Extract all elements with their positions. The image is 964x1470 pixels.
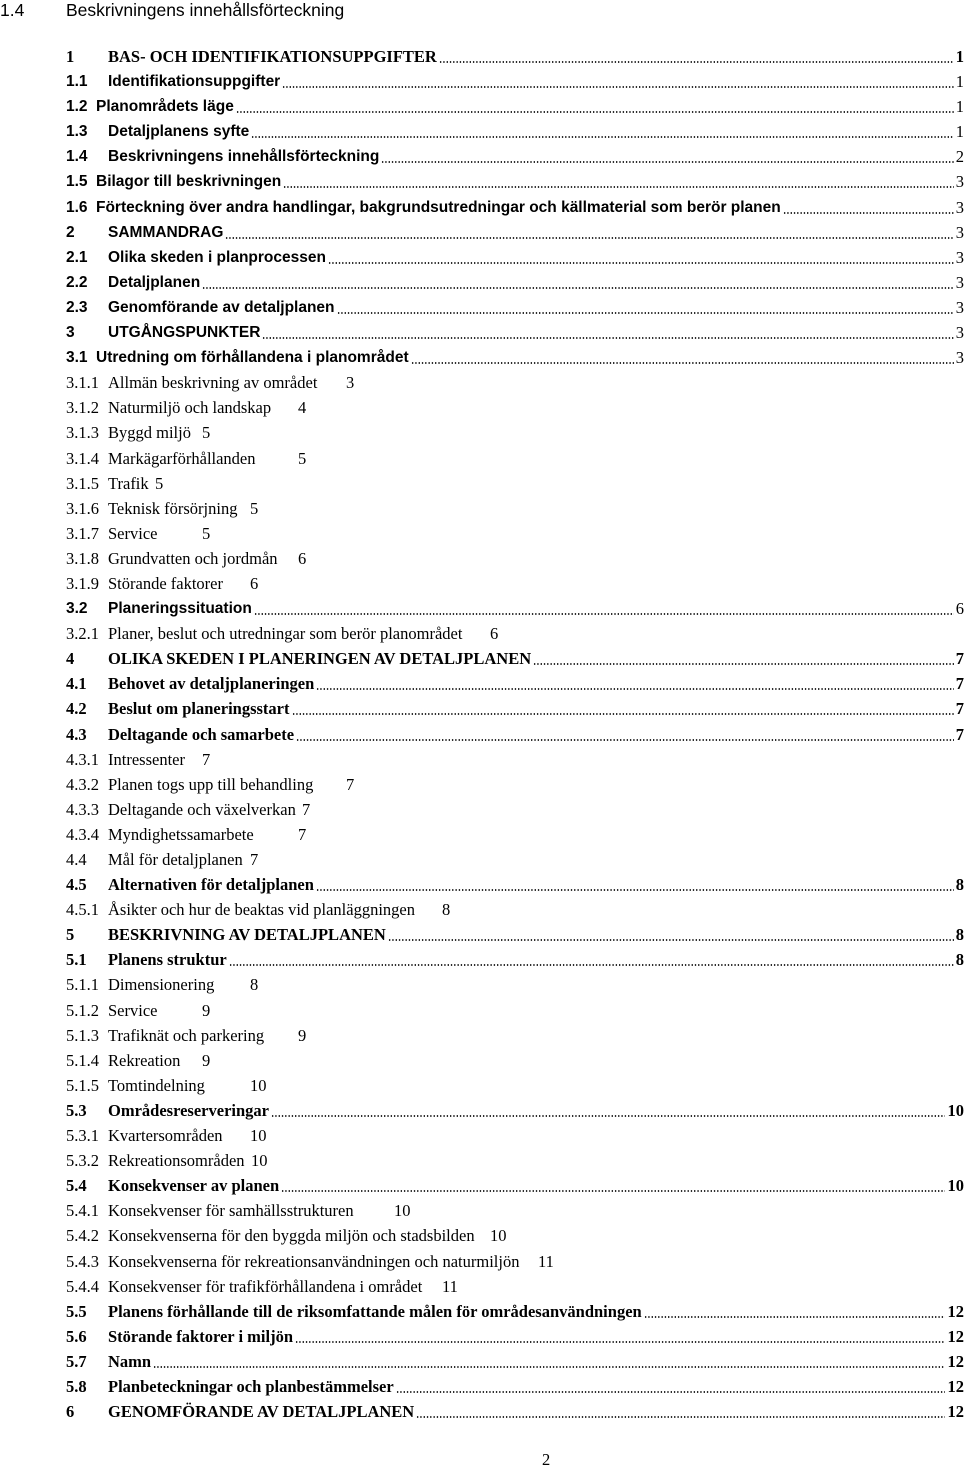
toc-entry-number: 5.4.4 — [66, 1276, 99, 1296]
toc-entry-page: 8 — [955, 925, 964, 945]
toc-entry-page: 1 — [955, 122, 964, 142]
toc-entry-page: 9 — [202, 1000, 211, 1020]
toc-entry — [66, 822, 964, 847]
toc-entry-number: 6 — [66, 1402, 75, 1422]
toc-entry — [66, 897, 964, 922]
toc-entry-page: 8 — [955, 950, 964, 970]
dot-leader — [388, 939, 954, 941]
toc-entry-page: 5 — [250, 498, 259, 518]
toc-entry — [66, 747, 964, 772]
toc-entry-page: 3 — [955, 272, 964, 292]
dot-leader — [262, 337, 954, 339]
toc-entry-title: Allmän beskrivning av området — [108, 373, 318, 393]
toc-entry-title: Trafik — [108, 473, 149, 493]
toc-entry — [66, 571, 964, 596]
toc-entry-number: 5.4.1 — [66, 1201, 99, 1221]
toc-entry-title: Detaljplanens syfte — [108, 123, 250, 141]
toc-entry-number: 5.3.2 — [66, 1151, 99, 1171]
toc-entry-title: UTGÅNGSPUNKTER — [108, 324, 261, 342]
toc-entry-number: 4.1 — [66, 674, 87, 694]
toc-entry-number: 4.3.4 — [66, 824, 99, 844]
toc-entry-number: 4.5 — [66, 875, 87, 895]
toc-entry — [66, 496, 964, 521]
toc-entry-number: 5.1.1 — [66, 975, 99, 995]
dot-leader — [316, 889, 954, 891]
toc-entry — [66, 546, 964, 571]
toc-entry — [66, 420, 964, 445]
toc-entry-page: 10 — [251, 1151, 268, 1171]
dot-leader — [153, 1366, 945, 1368]
toc-entry-number: 5.5 — [66, 1301, 87, 1321]
toc-entry — [66, 772, 964, 797]
toc-entry — [66, 1349, 964, 1374]
toc-entry-page: 11 — [442, 1276, 458, 1296]
toc-entry-title: Konsekvenser för samhällsstrukturen — [108, 1201, 354, 1221]
toc-entry-title: Teknisk försörjning — [108, 498, 238, 518]
toc-entry-page: 6 — [298, 548, 307, 568]
toc-entry-title: Planen togs upp till behandling — [108, 774, 314, 794]
toc-entry — [66, 1299, 964, 1324]
toc-entry — [66, 972, 964, 997]
toc-entry-title: Bilagor till beskrivningen — [96, 173, 282, 191]
toc-entry-number: 1.2 — [66, 98, 88, 116]
toc-entry — [66, 847, 964, 872]
toc-entry — [66, 947, 964, 972]
toc-entry-number: 5 — [66, 925, 75, 945]
toc-entry — [66, 295, 964, 320]
toc-entry-page: 12 — [947, 1301, 964, 1321]
toc-entry-title: Grundvatten och jordmån — [108, 548, 278, 568]
toc-entry — [66, 922, 964, 947]
toc-entry-page: 7 — [955, 699, 964, 719]
toc-entry-page: 1 — [955, 47, 964, 66]
toc-entry — [66, 646, 964, 671]
toc-entry-page: 12 — [947, 1326, 964, 1346]
toc-entry-page: 11 — [538, 1251, 554, 1271]
toc-entry-number: 5.1.3 — [66, 1025, 99, 1045]
toc-entry — [66, 1223, 964, 1248]
toc-entry — [66, 872, 964, 897]
toc-entry-title: Markägarförhållanden — [108, 448, 256, 468]
toc-entry — [66, 521, 964, 546]
toc-entry-page: 10 — [947, 1100, 964, 1120]
toc-entry-number: 5.4.3 — [66, 1251, 99, 1271]
toc-entry — [66, 169, 964, 194]
toc-entry-title: Rekreationsområden — [108, 1151, 245, 1171]
toc-entry-page: 3 — [955, 197, 964, 217]
toc-entry — [66, 1023, 964, 1048]
toc-entry-page: 4 — [298, 398, 307, 418]
toc-entry-title: Byggd miljö — [108, 423, 191, 443]
toc-entry-number: 4.4 — [66, 850, 87, 869]
toc-entry-title: Planens struktur — [108, 950, 227, 970]
toc-entry-title: Deltagande och samarbete — [108, 724, 295, 744]
toc-entry — [66, 696, 964, 721]
toc-entry — [66, 69, 964, 94]
toc-entry-number: 2.2 — [66, 273, 88, 291]
toc-entry-page: 9 — [298, 1025, 307, 1045]
toc-entry-number: 3 — [66, 324, 75, 342]
toc-entry — [66, 195, 964, 220]
toc-entry-page: 7 — [955, 724, 964, 744]
dot-leader — [202, 287, 954, 289]
toc-entry-page: 7 — [955, 649, 964, 669]
toc-entry — [66, 471, 964, 496]
toc-entry-title: OLIKA SKEDEN I PLANERINGEN AV DETALJPLANEN — [108, 649, 532, 669]
toc-entry — [66, 44, 964, 69]
toc-entry-number: 3.2 — [66, 600, 88, 618]
toc-entry — [66, 270, 964, 295]
toc-entry-title: Konsekvenserna för rekreationsanvändningen och naturmiljön — [108, 1251, 520, 1271]
dot-leader — [328, 262, 954, 264]
toc-entry-number: 5.6 — [66, 1326, 87, 1346]
toc-entry — [66, 797, 964, 822]
toc-entry-page: 5 — [155, 473, 164, 493]
toc-entry — [66, 1324, 964, 1349]
toc-entry-number: 1.1 — [66, 73, 88, 91]
toc-entry-page: 10 — [250, 1126, 267, 1146]
toc-entry-number: 1.5 — [66, 173, 88, 191]
toc-entry — [66, 94, 964, 119]
toc-entry-number: 4.3 — [66, 724, 87, 744]
dot-leader — [337, 312, 954, 314]
dot-leader — [381, 161, 954, 163]
toc-entry-page: 1 — [955, 97, 964, 117]
toc-entry-page: 3 — [955, 172, 964, 192]
toc-entry-page: 3 — [955, 222, 964, 242]
toc-entry-number: 1.3 — [66, 123, 88, 141]
toc-entry-number: 2.3 — [66, 298, 88, 316]
toc-entry — [66, 596, 964, 621]
toc-entry-page: 12 — [947, 1402, 964, 1422]
toc-entry-title: Störande faktorer — [108, 573, 223, 593]
toc-entry-title: Mål för detaljplanen — [108, 850, 243, 869]
toc-entry-title: Alternativen för detaljplanen — [108, 875, 314, 895]
toc-entry-page: 7 — [250, 850, 259, 869]
toc-entry-title: Service — [108, 1000, 158, 1020]
toc-entry — [66, 722, 964, 747]
toc-entry-number: 5.1.2 — [66, 1000, 99, 1020]
toc-entry-number: 5.1 — [66, 950, 87, 970]
toc-entry-title: Utredning om förhållandena i planområdet — [96, 349, 409, 367]
dot-leader — [229, 964, 954, 966]
toc-entry-page: 10 — [947, 1176, 964, 1196]
toc-entry-title: Planeringssituation — [108, 600, 252, 618]
toc-entry-number: 1 — [66, 47, 75, 66]
toc-entry-number: 1.6 — [66, 198, 88, 216]
toc-entry-page: 3 — [955, 348, 964, 368]
toc-entry-number: 3.1.2 — [66, 398, 99, 418]
toc-entry-number: 4.3.3 — [66, 799, 99, 819]
dot-leader — [283, 186, 954, 188]
toc-entry-page: 3 — [955, 297, 964, 317]
toc-entry-number: 3.2.1 — [66, 624, 99, 644]
toc-entry-number: 2.1 — [66, 248, 88, 266]
toc-entry-title: Tomtindelning — [108, 1075, 205, 1095]
toc-entry-title: Konsekvenser för trafikförhållandena i området — [108, 1276, 423, 1296]
toc-entry — [66, 1073, 964, 1098]
dot-leader — [251, 136, 954, 138]
toc-entry-page: 3 — [955, 247, 964, 267]
toc-entry — [66, 446, 964, 471]
dot-leader — [225, 237, 954, 239]
dot-leader — [295, 1341, 945, 1343]
toc-entry-page: 2 — [955, 147, 964, 167]
toc-entry — [66, 671, 964, 696]
toc-entry-title: Beslut om planeringsstart — [108, 699, 290, 719]
toc-entry — [66, 1198, 964, 1223]
toc-entry-page: 12 — [947, 1376, 964, 1396]
dot-leader — [236, 111, 954, 113]
table-of-contents — [66, 44, 964, 1424]
toc-entry-title: Service — [108, 523, 158, 543]
toc-entry-title: Olika skeden i planprocessen — [108, 248, 326, 266]
toc-entry — [66, 1148, 964, 1173]
toc-entry — [66, 320, 964, 345]
toc-entry-title: Beskrivningens innehållsförteckning — [108, 148, 380, 166]
toc-entry — [66, 395, 964, 420]
dot-leader — [292, 713, 954, 715]
page-number: 2 — [542, 1450, 551, 1469]
toc-entry-title: Förteckning över andra handlingar, bakgrundsutredningar och källmaterial som berör planen — [96, 198, 781, 216]
toc-entry-page: 10 — [490, 1226, 507, 1246]
toc-entry — [66, 1374, 964, 1399]
toc-entry-number: 5.7 — [66, 1351, 87, 1371]
toc-entry-number: 3.1 — [66, 349, 88, 367]
toc-entry — [66, 119, 964, 144]
toc-entry-page: 6 — [490, 624, 499, 644]
dot-leader — [282, 86, 954, 88]
toc-entry — [66, 1048, 964, 1073]
toc-entry-number: 3.1.7 — [66, 523, 99, 543]
toc-entry-page: 7 — [955, 674, 964, 694]
toc-entry-number: 3.1.3 — [66, 423, 99, 443]
toc-entry-title: Identifikationsuppgifter — [108, 73, 281, 91]
toc-entry — [66, 144, 964, 169]
toc-entry-title: Detaljplanen — [108, 273, 201, 291]
toc-entry-page: 7 — [202, 749, 211, 769]
toc-entry-page: 10 — [394, 1201, 411, 1221]
toc-entry — [66, 245, 964, 270]
section-heading-title: Beskrivningens innehållsförteckning — [66, 0, 345, 20]
toc-entry-title: Störande faktorer i miljön — [108, 1326, 294, 1346]
dot-leader — [296, 739, 954, 741]
toc-entry-title: Rekreation — [108, 1050, 181, 1070]
toc-entry-number: 3.1.1 — [66, 373, 99, 393]
dot-leader — [411, 362, 954, 364]
toc-entry-title: BAS- OCH IDENTIFIKATIONSUPPGIFTER — [108, 47, 437, 66]
toc-entry-page: 7 — [298, 824, 307, 844]
dot-leader — [254, 613, 954, 615]
toc-entry-title: BESKRIVNING AV DETALJPLANEN — [108, 925, 386, 945]
toc-entry — [66, 1249, 964, 1274]
toc-entry-number: 4.5.1 — [66, 900, 99, 920]
toc-entry-title: Myndighetssamarbete — [108, 824, 254, 844]
toc-entry-number: 3.1.8 — [66, 548, 99, 568]
toc-entry-number: 5.4.2 — [66, 1226, 99, 1246]
toc-entry-number: 4.3.2 — [66, 774, 99, 794]
toc-entry-title: Genomförande av detaljplanen — [108, 298, 335, 316]
toc-entry-title: Namn — [108, 1351, 152, 1371]
toc-entry-title: GENOMFÖRANDE AV DETALJPLANEN — [108, 1402, 415, 1422]
toc-entry — [66, 998, 964, 1023]
toc-entry-page: 6 — [250, 573, 259, 593]
toc-entry-title: Områdesreserveringar — [108, 1100, 269, 1120]
toc-entry-page: 12 — [947, 1351, 964, 1371]
toc-entry-title: Konsekvenserna för den byggda miljön och stadsbilden — [108, 1226, 475, 1246]
toc-entry-number: 3.1.6 — [66, 498, 99, 518]
toc-entry-number: 4.2 — [66, 699, 87, 719]
toc-entry — [66, 1173, 964, 1198]
toc-entry-title: Åsikter och hur de beaktas vid planläggningen — [108, 900, 415, 920]
toc-entry — [66, 220, 964, 245]
toc-entry-page: 7 — [302, 799, 311, 819]
toc-entry — [66, 345, 964, 370]
toc-entry-number: 5.1.4 — [66, 1050, 99, 1070]
toc-entry — [66, 370, 964, 395]
toc-entry-title: Trafiknät och parkering — [108, 1025, 265, 1045]
toc-entry-page: 6 — [955, 599, 964, 619]
dot-leader — [644, 1316, 945, 1318]
toc-entry-number: 4.3.1 — [66, 749, 99, 769]
toc-entry-page: 10 — [250, 1075, 267, 1095]
toc-entry-page: 7 — [346, 774, 355, 794]
toc-entry-number: 3.1.4 — [66, 448, 99, 468]
toc-entry-number: 2 — [66, 223, 75, 241]
toc-entry — [66, 1274, 964, 1299]
toc-entry-title: Deltagande och växelverkan — [108, 799, 296, 819]
toc-entry-number: 1.4 — [66, 148, 88, 166]
toc-entry-number: 5.8 — [66, 1376, 87, 1396]
dot-leader — [396, 1391, 945, 1393]
toc-entry-title: Planens förhållande till de riksomfattande målen för områdesanvändningen — [108, 1301, 642, 1321]
toc-entry-page: 5 — [202, 523, 211, 543]
dot-leader — [316, 688, 954, 690]
toc-entry-number: 5.3.1 — [66, 1126, 99, 1146]
toc-entry — [66, 1123, 964, 1148]
toc-entry-title: Naturmiljö och landskap — [108, 398, 272, 418]
toc-entry-page: 8 — [250, 975, 259, 995]
dot-leader — [783, 212, 954, 214]
toc-entry-number: 3.1.9 — [66, 573, 99, 593]
dot-leader — [281, 1190, 945, 1192]
toc-entry-title: SAMMANDRAG — [108, 223, 224, 241]
toc-entry-page: 1 — [955, 72, 964, 92]
toc-entry-page: 8 — [955, 875, 964, 895]
section-heading-number: 1.4 — [0, 0, 25, 20]
toc-entry-number: 5.1.5 — [66, 1075, 99, 1095]
dot-leader — [416, 1416, 945, 1418]
toc-entry-title: Dimensionering — [108, 975, 215, 995]
toc-entry-number: 5.3 — [66, 1100, 87, 1120]
toc-entry-page: 5 — [298, 448, 307, 468]
toc-entry-title: Planområdets läge — [96, 98, 234, 116]
toc-entry-number: 3.1.5 — [66, 473, 99, 493]
dot-leader — [271, 1115, 945, 1117]
toc-entry-title: Konsekvenser av planen — [108, 1176, 280, 1196]
dot-leader — [533, 663, 954, 665]
toc-entry-title: Behovet av detaljplaneringen — [108, 674, 315, 694]
toc-entry-page: 3 — [346, 373, 355, 393]
toc-entry-number: 5.4 — [66, 1176, 87, 1196]
toc-entry-page: 5 — [202, 423, 211, 443]
toc-entry-title: Planbeteckningar och planbestämmelser — [108, 1376, 394, 1396]
toc-entry — [66, 1399, 964, 1424]
toc-entry-page: 9 — [202, 1050, 211, 1070]
toc-entry — [66, 1098, 964, 1123]
toc-entry-title: Intressenter — [108, 749, 185, 769]
toc-entry-title: Kvartersområden — [108, 1126, 223, 1146]
toc-entry-page: 3 — [955, 323, 964, 343]
toc-entry-number: 4 — [66, 649, 75, 669]
toc-entry — [66, 621, 964, 646]
toc-entry-page: 8 — [442, 900, 451, 920]
toc-entry-title: Planer, beslut och utredningar som berör planområdet — [108, 624, 463, 644]
dot-leader — [439, 61, 954, 63]
